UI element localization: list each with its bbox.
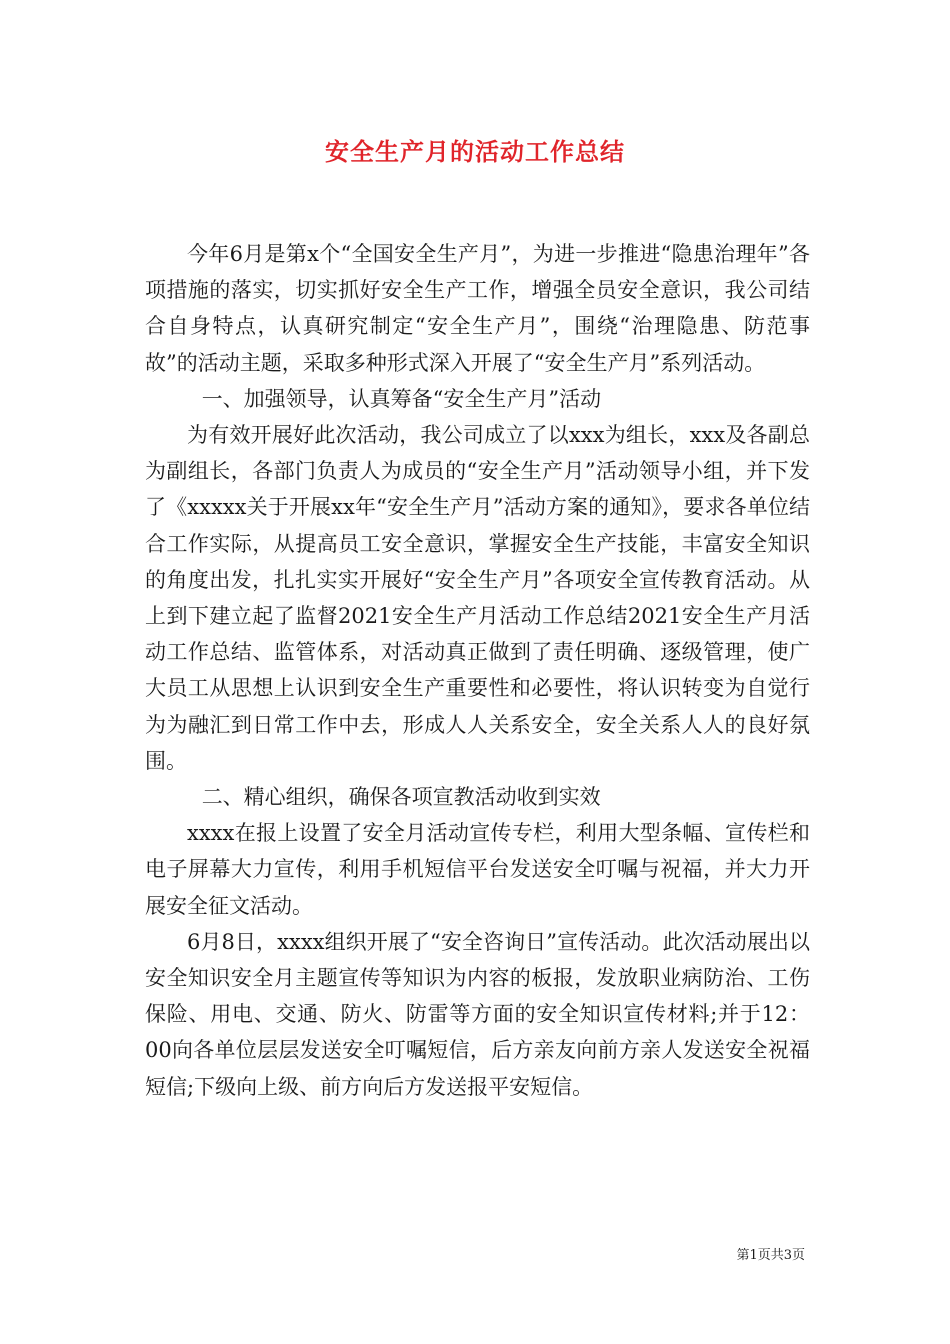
intro-paragraph: 今年6月是第x个“全国安全生产月”，为进一步推进“隐患治理年”各项措施的落实，切实抓好安全生产工作，增强全员安全意识，我公司结合自身特点，认真研究制定“安全生产月”，围绕“治理隐患、防范事故”的活动主题，采取多种形式深入开展了“安全生产月”系列活动。	[145, 242, 810, 375]
page-title: 安全生产月的活动工作总结	[325, 137, 625, 166]
section-2-paragraph-2: 6月8日，xxxx组织开展了“安全咨询日”宣传活动。此次活动展出以安全知识安全月主题宣传等知识为内容的板报，发放职业病防治、工伤保险、用电、交通、防火、防雷等方面的安全知识宣传材料;并于12：00向各单位层层发送安全叮嘱短信，后方亲友向前方亲人发送安全祝福短信;下级向上级、前方向后方发送报平安短信。	[145, 929, 810, 1099]
section-heading-1: 一、加强领导，认真筹备“安全生产月”活动	[201, 386, 602, 411]
section-2-paragraph-1: xxxx在报上设置了安全月活动宣传专栏，利用大型条幅、宣传栏和电子屏幕大力宣传，利用手机短信平台发送安全叮嘱与祝福，并大力开展安全征文活动。	[145, 821, 810, 918]
page-number: 第1页共3页	[736, 1248, 805, 1263]
document-body	[145, 236, 810, 1105]
section-1-paragraph: 为有效开展好此次活动，我公司成立了以xxx为组长，xxx及各副总为副组长，各部门负责人为成员的“安全生产月”活动领导小组，并下发了《xxxxx关于开展xx年“安全生产月”活动方案的通知》，要求各单位结合工作实际，从提高员工安全意识，掌握安全生产技能，丰富安全知识的角度出发，扎扎实实开展好“安全生产月”各项安全宣传教育活动。从上到下建立起了监督2021安全生产月活动工作总结2021安全生产月活动工作总结、监管体系，对活动真正做到了责任明确、逐级管理，使广大员工从思想上认识到安全生产重要性和必要性，将认识转变为自觉行为为融汇到日常工作中去，形成人人关系安全，安全关系人人的良好氛围。	[145, 423, 810, 773]
section-heading-2: 二、精心组织，确保各项宣教活动收到实效	[201, 785, 601, 810]
